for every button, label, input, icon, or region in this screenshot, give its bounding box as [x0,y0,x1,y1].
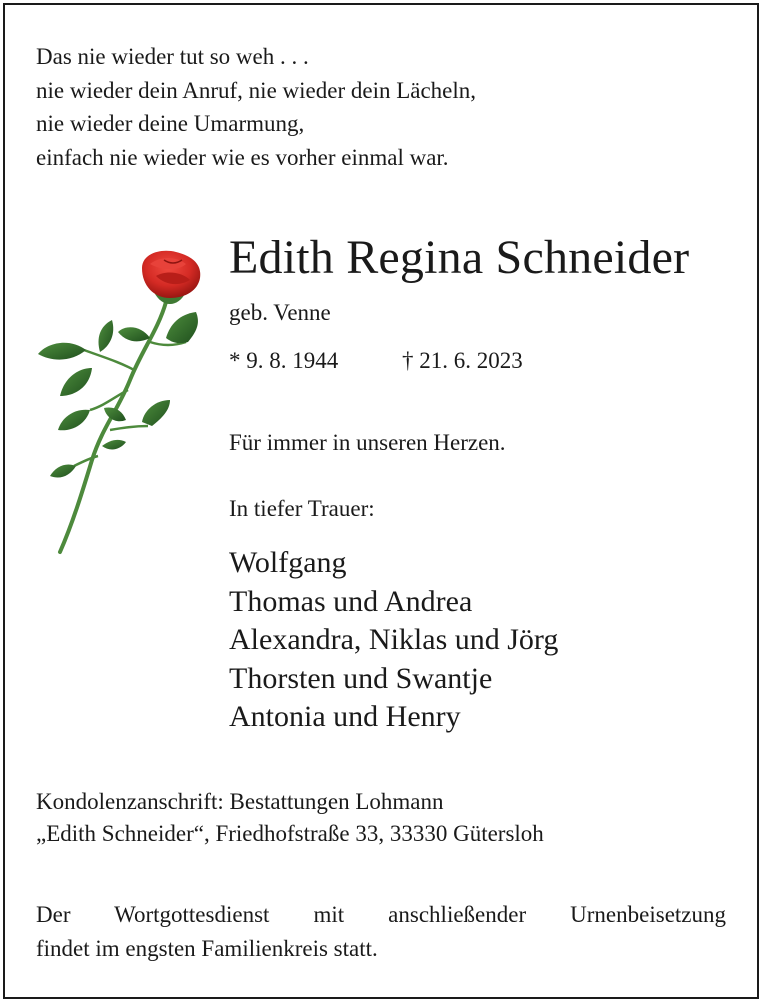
service-line: Der Wortgottesdienst mit anschließender Urnenbeisetzung [36,902,726,927]
maiden-name: geb. Venne [229,300,331,325]
poem-line: einfach nie wieder wie es vorher einmal war. [36,144,449,170]
mourner: Antonia und Henry [229,700,461,733]
condolence-address [36,786,544,850]
red-rose-icon [30,250,210,560]
poem [36,40,476,174]
condolence-line: „Edith Schneider“, Friedhofstraße 33, 33330 Gütersloh [36,821,544,846]
poem-line: nie wieder deine Umarmung, [36,111,305,136]
birth-date: * 9. 8. 1944 [229,348,339,373]
mourner: Thomas und Andrea [229,584,473,618]
deceased-name: Edith Regina Schneider [229,231,690,284]
mourners-list [229,544,558,737]
service-notice [36,898,726,966]
mourner: Alexandra, Niklas und Jörg [229,623,559,656]
motto: Für immer in unseren Herzen. [229,430,506,455]
service-line: findet im engsten Familienkreis statt. [36,936,378,961]
poem-line: nie wieder dein Anruf, nie wieder dein Lächeln, [36,77,477,103]
death-date: † 21. 6. 2023 [402,348,523,373]
mourner: Thorsten und Swantje [229,661,493,695]
poem-line: Das nie wieder tut so weh . . . [36,44,309,69]
mourner: Wolfgang [229,546,347,579]
condolence-line: Kondolenzanschrift: Bestattungen Lohmann [36,789,444,814]
mourning-label: In tiefer Trauer: [229,496,375,521]
